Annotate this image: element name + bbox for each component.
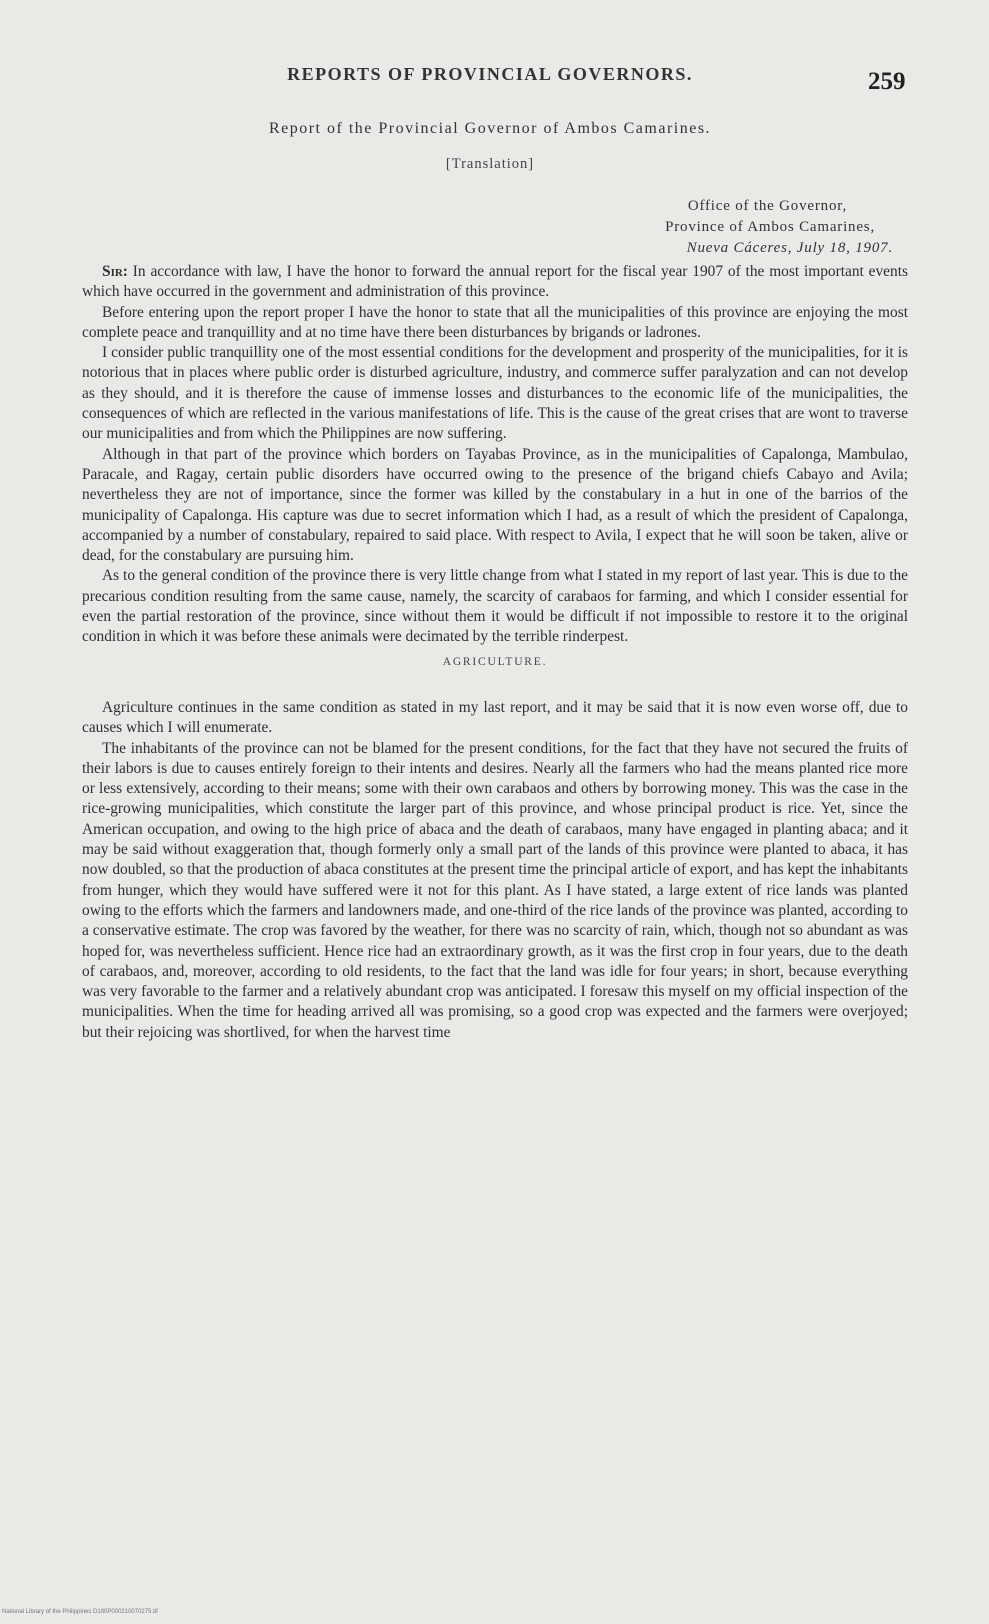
dateline-place-date: Nueva Cáceres, July 18, 1907.: [686, 240, 893, 256]
report-title: Report of the Provincial Governor of Ambos Camarines.: [268, 120, 712, 137]
running-head: REPORTS OF PROVINCIAL GOVERNORS.: [287, 64, 693, 84]
paragraph-1: [82, 262, 908, 303]
agriculture-paragraph-1: Agriculture continues in the same condition as stated in my last report, and it may be said that it is now even worse off, due to causes which I will enumerate.: [82, 698, 908, 737]
paragraph-1-text: In accordance with law, I have the honor to forward the annual report for the fiscal year 1907 of the most important events which have occurred in the government and administration of this province.: [82, 263, 908, 301]
paragraph-2: Before entering upon the report proper I have the honor to state that all the municipalities of this province are enjoying the most complete peace and tranquillity and at no time have there been disturbances by brigands or ladrones.: [82, 303, 908, 341]
salutation: Sir:: [102, 263, 128, 280]
scan-footer: National Library of the Philippines D180P000210070275.tif: [2, 1609, 158, 1615]
translation-note: [Translation]: [445, 156, 535, 172]
report-body: [82, 262, 908, 1043]
page-number: 259: [868, 68, 906, 95]
section-heading-agriculture: AGRICULTURE.: [442, 655, 548, 668]
dateline: [665, 196, 893, 259]
dateline-office: Office of the Governor,: [687, 198, 847, 214]
dateline-province: Province of Ambos Camarines,: [665, 219, 875, 235]
paragraph-3: I consider public tranquillity one of the most essential conditions for the development and prosperity of the municipalities, for it is notorious that in places where public order is disturbed agriculture, industry, and commerce suffer paralyzation and can not develop as they should, and it is therefore the cause of immense losses and disturbances to the economic life of the municipalities, the consequences of which are reflected in the various manifestations of life. This is the cause of the great crises that are wont to traverse our municipalities and from which the Philippines are now suffering.: [82, 344, 908, 443]
paragraph-4: Although in that part of the province which borders on Tayabas Province, as in the municipalities of Capalonga, Mambulao, Paracale, and Ragay, certain public disorders have occurred owing to the presence of the brigand chiefs Cabayo and Avila; nevertheless they are not of importance, since the former was killed by the constabulary in a hut in one of the barrios of the municipality of Capalonga. His capture was due to secret information which I had, as a result of which the president of Capalonga, accompanied by a number of constabulary, repaired to said place. With respect to Avila, I expect that he will soon be taken, alive or dead, for the constabulary are pursuing him.: [82, 445, 908, 565]
agriculture-paragraph-2: The inhabitants of the province can not be blamed for the present conditions, for the fact that they have not secured the fruits of their labors is due to causes entirely foreign to their intents and desires. Nearly all the farmers who had the means planted rice more or less extensively, according to their means; some with their own carabaos and others by borrowing money. This was the case in the rice-growing municipalities, which constitute the larger part of this province, and whose principal product is rice. Yet, since the American occupation, and owing to the high price of abaca and the death of carabaos, many have engaged in planting abaca; and it may be said without exaggeration that, though formerly only a small part of the lands of this province were planted to abaca, it has now doubled, so that the production of abaca constitutes at the present time the principal article of export, and has kept the inhabitants from hunger, which they would have suffered were it not for this plant. As I have stated, a large extent of rice lands was planted owing to the efforts which the farmers and landowners made, and one-third of the rice lands of the province was planted, according to a conservative estimate. The crop was favored by the weather, for there was no scarcity of rain, which, though not so abundant as was hoped for, was nevertheless sufficient. Hence rice had an extraordinary growth, as it was the first crop in four years, due to the death of carabaos, and, moreover, according to old residents, to the fact that the land was idle for four years; in short, because everything was very favorable to the farmer and a relatively abundant crop was anticipated. I foresaw this myself on my official inspection of the municipalities. When the time for heading arrived all was promising, so a good crop was expected and the farmers were overjoyed; but their rejoicing was shortlived, for when the harvest time: [82, 739, 908, 1041]
paragraph-5: As to the general condition of the province there is very little change from what I stated in my report of last year. This is due to the precarious condition resulting from the same cause, namely, the scarcity of carabaos for farming, and which I consider essential for even the partial restoration of the province, since without them it would be difficult if not impossible to restore it to the original condition in which it was before these animals were decimated by the terrible rinderpest.: [82, 567, 908, 646]
